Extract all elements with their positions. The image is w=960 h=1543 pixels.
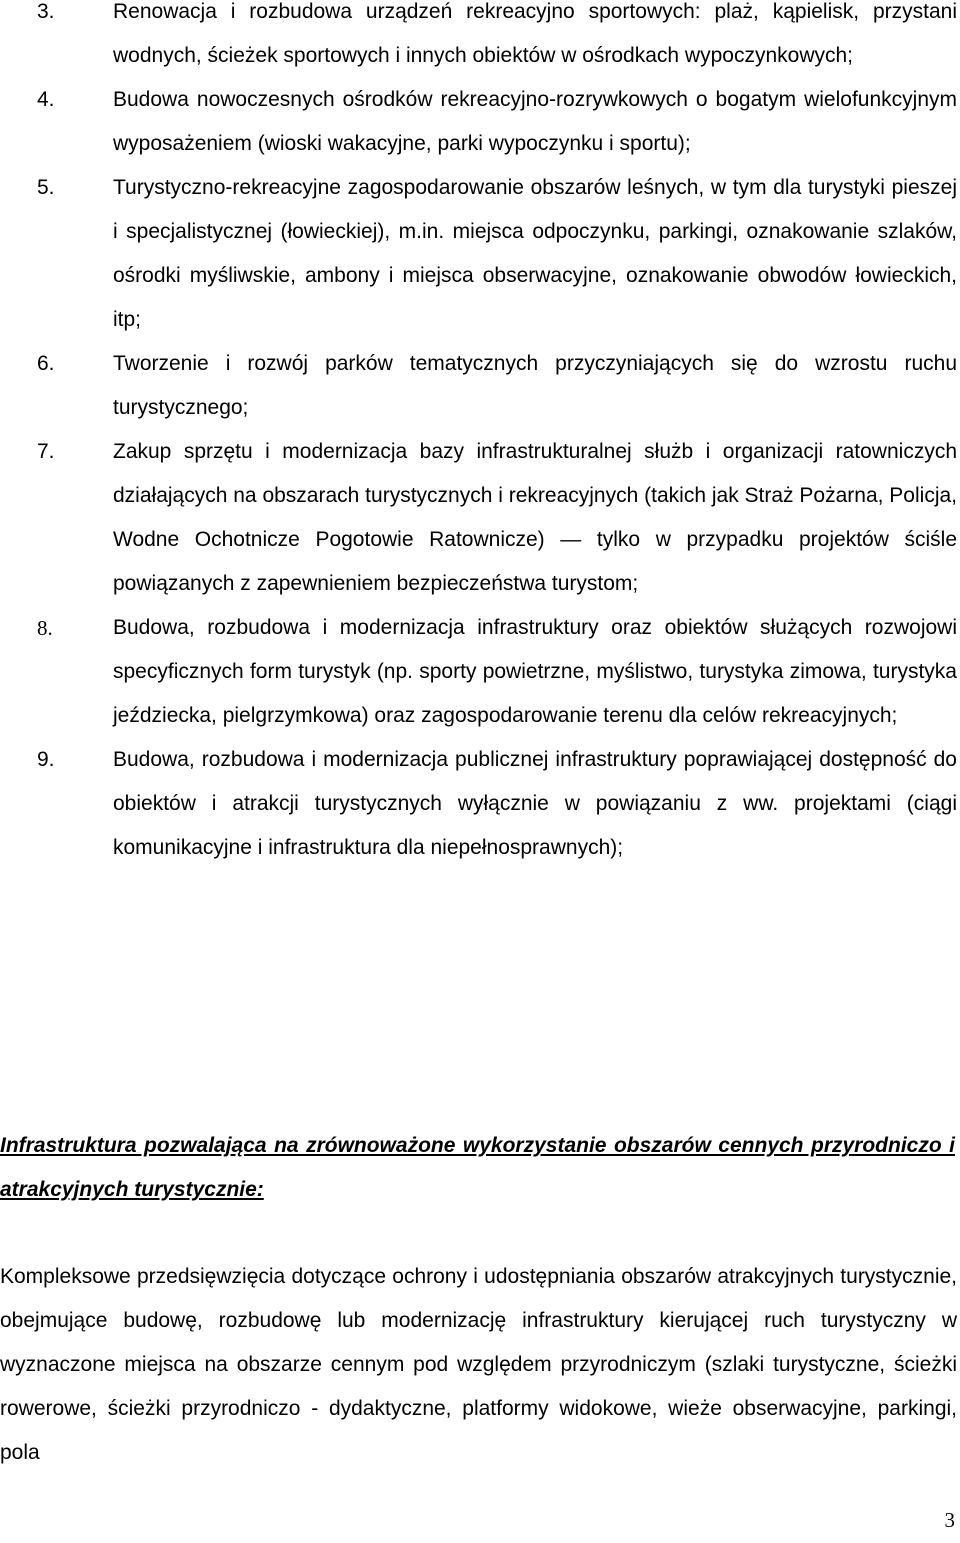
list-item-number: 3.: [37, 0, 55, 23]
list-item-text: Turystyczno-rekreacyjne zagospodarowanie obszarów leśnych, w tym dla turystyki pieszej i specjalistycznej (łowieckiej), m.in. miejsca odpoczynku, parkingi, oznakowanie szlaków, ośrodki myśliwskie, ambony i miejsca obserwacyjne, oznakowanie obwodów łowieckich, itp;: [113, 176, 957, 331]
list-item: [0, 606, 960, 738]
list-item-text: Zakup sprzętu i modernizacja bazy infrastrukturalnej służb i organizacji ratowniczych działających na obszarach turystycznych i rekreacyjnych (takich jak Straż Pożarna, Policja, Wodne Ochotnicze Pogotowie Ratownicze) — tylko w przypadku projektów ściśle powiązanych z zapewnieniem bezpieczeństwa turystom;: [113, 440, 957, 595]
list-item-text: Budowa, rozbudowa i modernizacja infrastruktury oraz obiektów służących rozwojowi specyficznych form turystyk (np. sporty powietrzne, myślistwo, turystyka zimowa, turystyka jeździecka, pielgrzymkowa) oraz zagospodarowanie terenu dla celów rekreacyjnych;: [113, 616, 957, 727]
list-item-number: 6.: [37, 352, 55, 375]
list-item-text: Budowa, rozbudowa i modernizacja publicznej infrastruktury poprawiającej dostępność do obiektów i atrakcji turystycznych wyłącznie w powiązaniu z ww. projektami (ciągi komunikacyjne i infrastruktura dla niepełnosprawnych);: [113, 748, 957, 859]
page-number: 3: [944, 1508, 955, 1532]
list-item-text: Renowacja i rozbudowa urządzeń rekreacyjno sportowych: plaż, kąpielisk, przystani wodnych, ścieżek sportowych i innych obiektów w ośrodkach wypoczynkowych;: [113, 0, 957, 67]
list-item-number: 8.: [37, 616, 53, 640]
list-item-number: 4.: [37, 88, 55, 111]
list-item-number: 9.: [37, 748, 55, 771]
list-item: [0, 738, 960, 870]
list-item: [0, 166, 960, 342]
list-item-number: 5.: [37, 176, 55, 199]
list-item-number: 7.: [37, 440, 55, 463]
list-item: [0, 0, 960, 78]
list-item-text: Budowa nowoczesnych ośrodków rekreacyjno-rozrywkowych o bogatym wielofunkcyjnym wyposażeniem (wioski wakacyjne, parki wypoczynku i sportu);: [113, 88, 957, 155]
body-paragraph: Kompleksowe przedsięwzięcia dotyczące ochrony i udostępniania obszarów atrakcyjnych turystycznie, obejmujące budowę, rozbudowę lub modernizację infrastruktury kierującej ruch turystyczny w wyznaczone miejsca na obszarze cennym pod względem przyrodniczym (szlaki turystyczne, ścieżki rowerowe, ścieżki przyrodniczo - dydaktyczne, platformy widokowe, wieże obserwacyjne, parkingi, pola: [0, 1265, 957, 1464]
section-heading: Infrastruktura pozwalająca na zrównoważone wykorzystanie obszarów cennych przyrodniczo i atrakcyjnych turystycznie:: [0, 1134, 955, 1201]
list-item: [0, 430, 960, 606]
list-item: [0, 342, 960, 430]
list-item: [0, 78, 960, 166]
list-item-text: Tworzenie i rozwój parków tematycznych przyczyniających się do wzrostu ruchu turystycznego;: [113, 352, 957, 419]
